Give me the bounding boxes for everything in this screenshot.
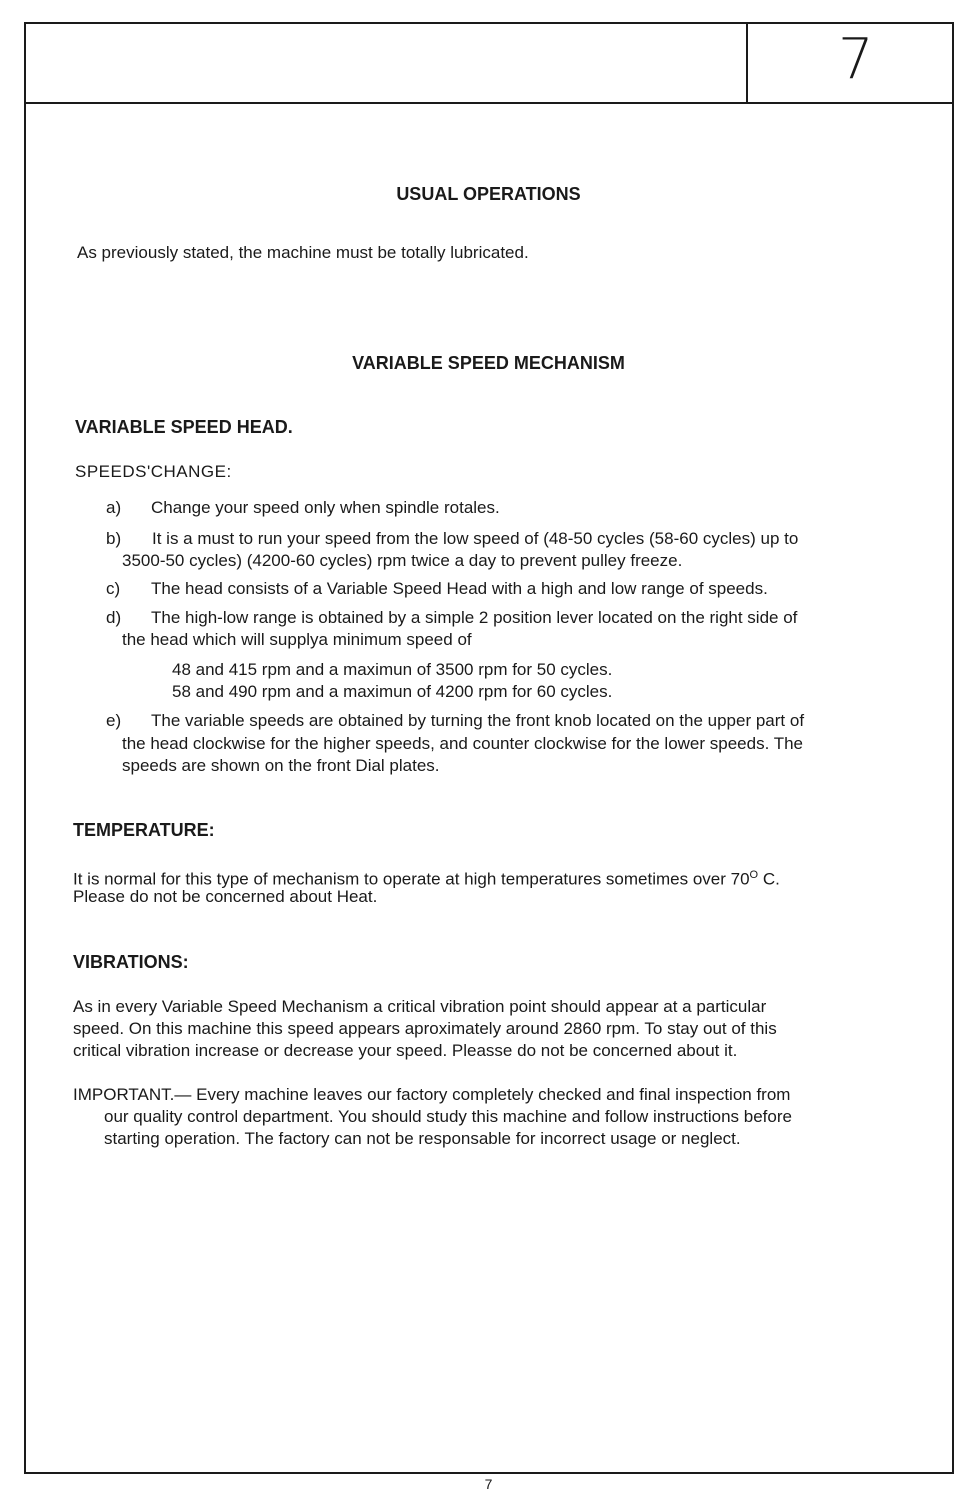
header-bar xyxy=(26,24,952,104)
item-d-sub1: 48 and 415 rpm and a maximun of 3500 rpm for 50 cycles. xyxy=(172,660,613,679)
item-b-line1: It is a must to run your speed from the low speed of (48-50 cycles (58-60 cycles) up to xyxy=(152,529,799,548)
vibrations-title: VIBRATIONS: xyxy=(73,952,189,972)
footer-page-number: 7 xyxy=(484,1476,493,1492)
vibrations-line3: critical vibration increase or decrease your speed. Pleasse do not be concerned about it. xyxy=(73,1041,738,1060)
degree-superscript: O xyxy=(749,869,759,881)
variable-speed-mechanism-title: VARIABLE SPEED MECHANISM xyxy=(352,353,625,373)
variable-speed-head-title: VARIABLE SPEED HEAD. xyxy=(75,417,293,437)
item-e-letter: e) xyxy=(106,711,122,730)
important-line1: IMPORTANT.— Every machine leaves our factory completely checked and final inspection from xyxy=(73,1085,791,1104)
item-d-line1: The high-low range is obtained by a simple 2 position lever located on the right side of xyxy=(151,608,798,627)
usual-operations-title: USUAL OPERATIONS xyxy=(396,184,581,204)
temperature-line1-text: It is normal for this type of mechanism to operate at high temperatures sometimes over 70 xyxy=(73,869,750,889)
vibrations-line1: As in every Variable Speed Mechanism a critical vibration point should appear at a particular xyxy=(73,997,767,1016)
item-a-letter: a) xyxy=(106,498,122,517)
vibrations-line2: speed. On this machine this speed appears aproximately around 2860 rpm. To stay out of this xyxy=(73,1019,777,1038)
temperature-line2: Please do not be concerned about Heat. xyxy=(73,887,378,906)
item-e-line3: speeds are shown on the front Dial plates. xyxy=(122,756,440,775)
speeds-change-label: SPEEDS'CHANGE: xyxy=(75,462,232,481)
item-e-line2: the head clockwise for the higher speeds, and counter clockwise for the lower speeds. The xyxy=(122,734,804,753)
item-d-letter: d) xyxy=(106,608,122,627)
item-c-text: The head consists of a Variable Speed Head with a high and low range of speeds. xyxy=(151,579,768,598)
usual-operations-text: As previously stated, the machine must be totally lubricated. xyxy=(77,243,529,262)
item-b-letter: b) xyxy=(106,529,122,548)
item-b-line2: 3500-50 cycles) (4200-60 cycles) rpm twice a day to prevent pulley freeze. xyxy=(122,551,683,570)
item-c-letter: c) xyxy=(106,579,121,598)
item-d-line2: the head which will supplya minimum speed of xyxy=(122,630,472,649)
important-line2: our quality control department. You should study this machine and follow instructions before xyxy=(104,1107,792,1126)
temperature-line1-unit: C. xyxy=(758,869,780,889)
page-number-box xyxy=(746,24,952,102)
temperature-title: TEMPERATURE: xyxy=(73,820,215,840)
important-line3: starting operation. The factory can not be responsable for incorrect usage or neglect. xyxy=(104,1129,741,1148)
item-e-line1: The variable speeds are obtained by turning the front knob located on the upper part of xyxy=(151,711,805,730)
page-number-box-digit: 7 xyxy=(838,27,874,92)
item-d-sub2: 58 and 490 rpm and a maximun of 4200 rpm for 60 cycles. xyxy=(172,682,613,701)
item-a-text: Change your speed only when spindle rotales. xyxy=(151,498,500,517)
